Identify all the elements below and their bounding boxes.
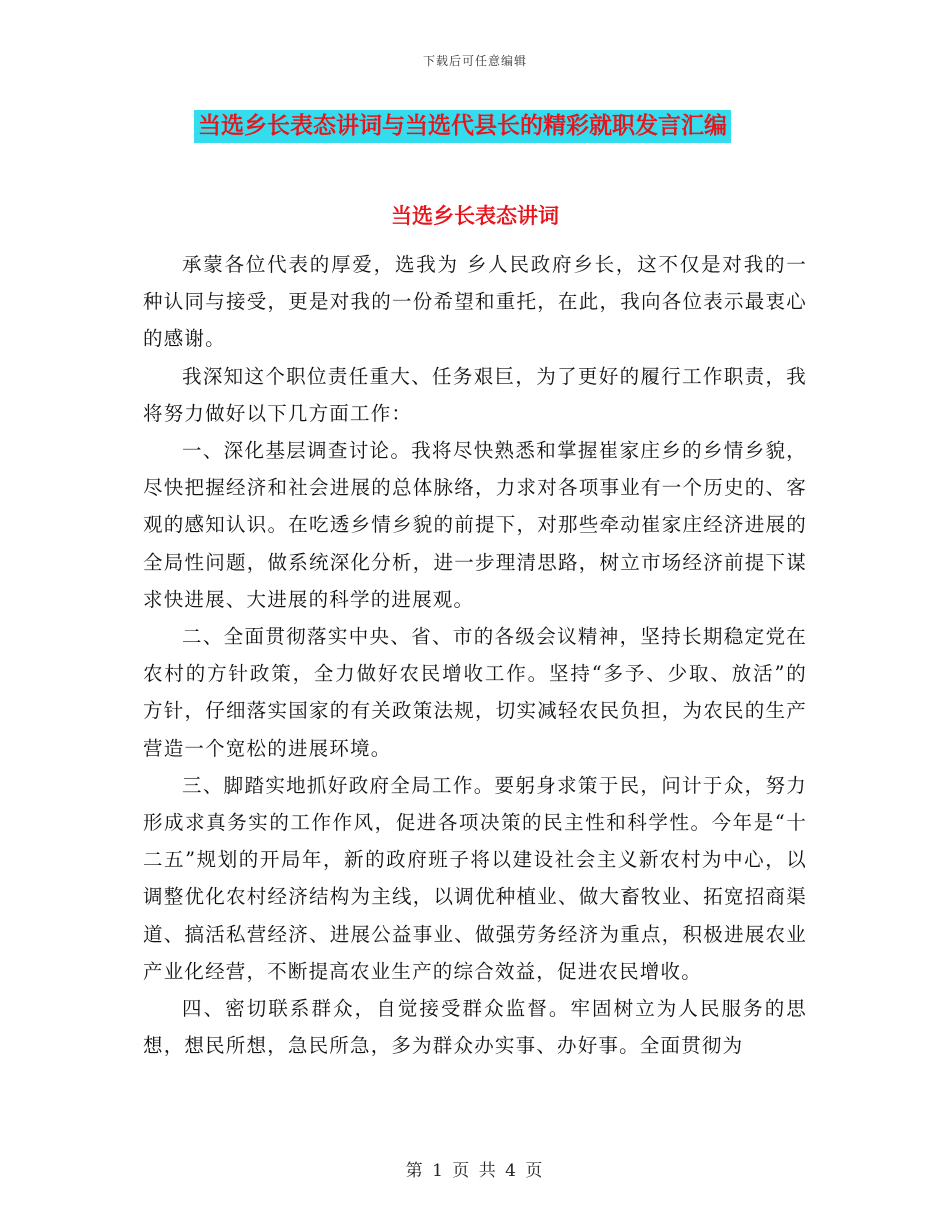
page-number-footer: 第 1 页 共 4 页: [405, 1161, 545, 1181]
document-title: 当选乡长表态讲词与当选代县长的精彩就职发言汇编: [194, 110, 731, 143]
header-note: 下载后可任意编辑: [422, 54, 527, 68]
paragraph: 二、全面贯彻落实中央、省、市的各级会议精神，坚持长期稳定党在农村的方针政策，全力做好农民增收工作。坚持“多予、少取、放活”的方针，仔细落实国家的有关政策法规，切实减轻农民负担，为农民的生产营造一个宽松的进展环境。: [143, 625, 807, 760]
paragraph: 三、脚踏实地抓好政府全局工作。要躬身求策于民，问计于众，努力形成求真务实的工作作风，促进各项决策的民主性和科学性。今年是“十二五”规划的开局年，新的政府班子将以建设社会主义新农村为中心，以调整优化农村经济结构为主线，以调优种植业、做大畜牧业、拓宽招商渠道、搞活私营经济、进展公益事业、做强劳务经济为重点，积极进展农业产业化经营，不断提高农业生产的综合效益，促进农民增收。: [143, 773, 807, 983]
paragraph: 一、深化基层调查讨论。我将尽快熟悉和掌握崔家庄乡的乡情乡貌，尽快把握经济和社会进展的总体脉络，力求对各项事业有一个历史的、客观的感知认识。在吃透乡情乡貌的前提下，对那些牵动崔家庄经济进展的全局性问题，做系统深化分析，进一步理清思路，树立市场经济前提下谋求快进展、大进展的科学的进展观。: [143, 439, 807, 611]
document-body: [143, 246, 807, 1064]
paragraph: 四、密切联系群众，自觉接受群众监督。牢固树立为人民服务的思想，想民所想，急民所急，多为群众办实事、办好事。全面贯彻为: [143, 997, 807, 1058]
paragraph: 承蒙各位代表的厚爱，选我为 乡人民政府乡长，这不仅是对我的一种认同与接受，更是对我的一份希望和重托，在此，我向各位表示最衷心的感谢。: [143, 253, 807, 351]
paragraph: 我深知这个职位责任重大、任务艰巨，为了更好的履行工作职责，我将努力做好以下几方面工作：: [143, 364, 807, 425]
section-title: 当选乡长表态讲词: [391, 204, 559, 228]
